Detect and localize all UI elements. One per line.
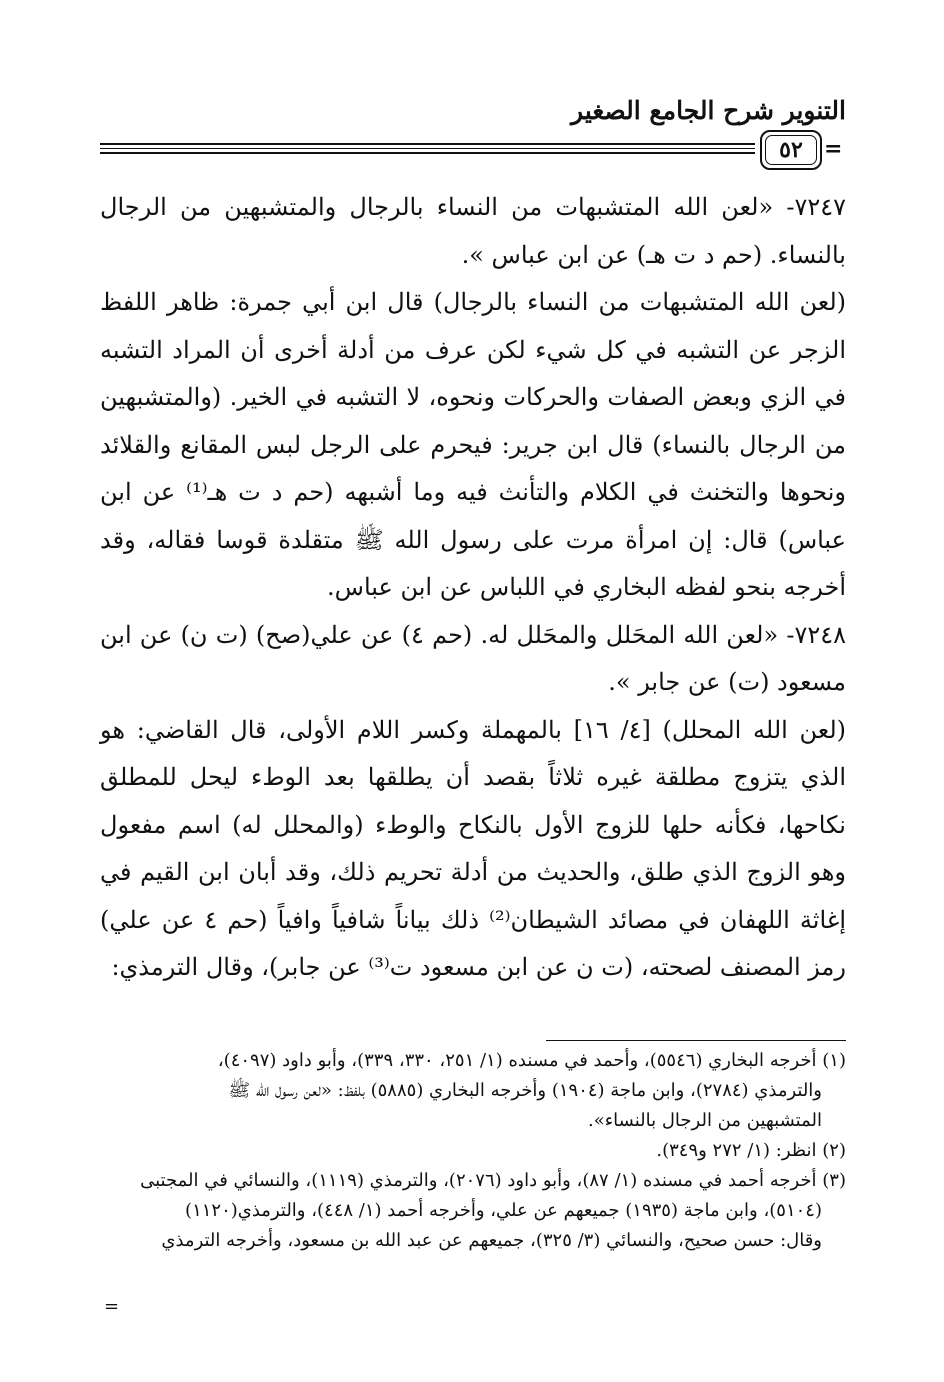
commentary-7248: (لعن الله المحلل) [٤/ ١٦] بالمهملة وكسر اللام الأولى، قال القاضي: هو الذي يتزوج مطلقة غيره ثلاثاً بقصد أن يطلقها بعد الوطء ليحل للمطلق نكاحها، فكأنه حلها للزوج الأول بالنكاح والوطء (والمحلل له) اسم مفعول وهو الزوج الذي طلق، والحديث من أدلة تحريم ذلك، وقد أبان ابن القيم في إغاثة اللهفان في مصائد الشيطان⁽²⁾ ذلك بياناً شافياً وافياً (حم ٤ عن علي) رمز المصنف لصحته، (ت ن عن ابن مسعود ت⁽³⁾ عن جابر)، وقال الترمذي:: [100, 715, 847, 981]
running-title: التنوير شرح الجامع الصغير: [571, 96, 846, 125]
footnote-line: وقال: حسن صحيح، والنسائي (٣/ ٣٢٥)، جميعهم عن عبد الله بن مسعود، وأخرجه الترمذي: [161, 1230, 822, 1251]
footnote-line: (٣) أخرجه أحمد في مسنده (١/ ٨٧)، وأبو داود (٢٠٧٦)، والترمذي (١١١٩)، والنسائي في المجتبى: [140, 1170, 846, 1191]
commentary-7247: (لعن الله المتشبهات من النساء بالرجال) قال ابن أبي جمرة: ظاهر اللفظ الزجر عن التشبه في كل شيء لكن عرف من أدلة أخرى أن المراد التشبه في الزي وبعض الصفات والحركات ونحوه، لا التشبه في الخير. (والمتشبهين من الرجال بالنساء) قال ابن جرير: فيحرم على الرجل لبس المقانع والقلائد ونحوها والتخنث في الكلام والتأنث فيه وما أشبهه (حم د ت هـ⁽¹⁾ عن ابن عباس) قال: إن امرأة مرت على رسول الله ﷺ متقلدة قوسا فقاله، وقد أخرجه بنحو لفظه البخاري في اللباس عن ابن عباس.: [100, 288, 846, 601]
page-number-text: ٥٢: [779, 137, 803, 163]
page-header: [100, 96, 846, 136]
main-text: [100, 184, 846, 992]
footnote-line: المتشبهين من الرجال بالنساء».: [587, 1110, 822, 1131]
footnote-line: (٢) انظر: (١/ ٢٧٢ و٣٤٩).: [656, 1140, 846, 1161]
footnote-line: والترمذي (٢٧٨٤)، وابن ماجة (١٩٠٤) وأخرجه البخاري (٥٨٨٥) بلفظ: «لعن رسول الله ﷺ: [228, 1080, 822, 1101]
header-separator-mark: =: [824, 136, 843, 162]
footnotes: [100, 1046, 846, 1256]
hadith-7248: ٧٢٤٨- «لعن الله المحَلل والمحَلل له. (حم ٤) عن علي(صح) (ت ن) عن ابن مسعود (ت) عن جابر ».: [100, 620, 847, 696]
footnote-line: (١) أخرجه البخاري (٥٥٤٦)، وأحمد في مسنده (١/ ٢٥١، ٣٣٠، ٣٣٩)، وأبو داود (٤٠٩٧)،: [217, 1050, 846, 1071]
footnote-continuation-mark: =: [104, 1296, 120, 1317]
header-rules: [100, 143, 755, 154]
page-number: [760, 130, 822, 170]
footnote-line: (٥١٠٤)، وابن ماجة (١٩٣٥) جميعهم عن علي، وأخرجه أحمد (١/ ٤٤٨)، والترمذي(١١٢٠): [185, 1200, 822, 1221]
hadith-7247: ٧٢٤٧- «لعن الله المتشبهات من النساء بالرجال والمتشبهين من الرجال بالنساء. (حم د ت هـ) عن ابن عباس ».: [100, 193, 846, 269]
